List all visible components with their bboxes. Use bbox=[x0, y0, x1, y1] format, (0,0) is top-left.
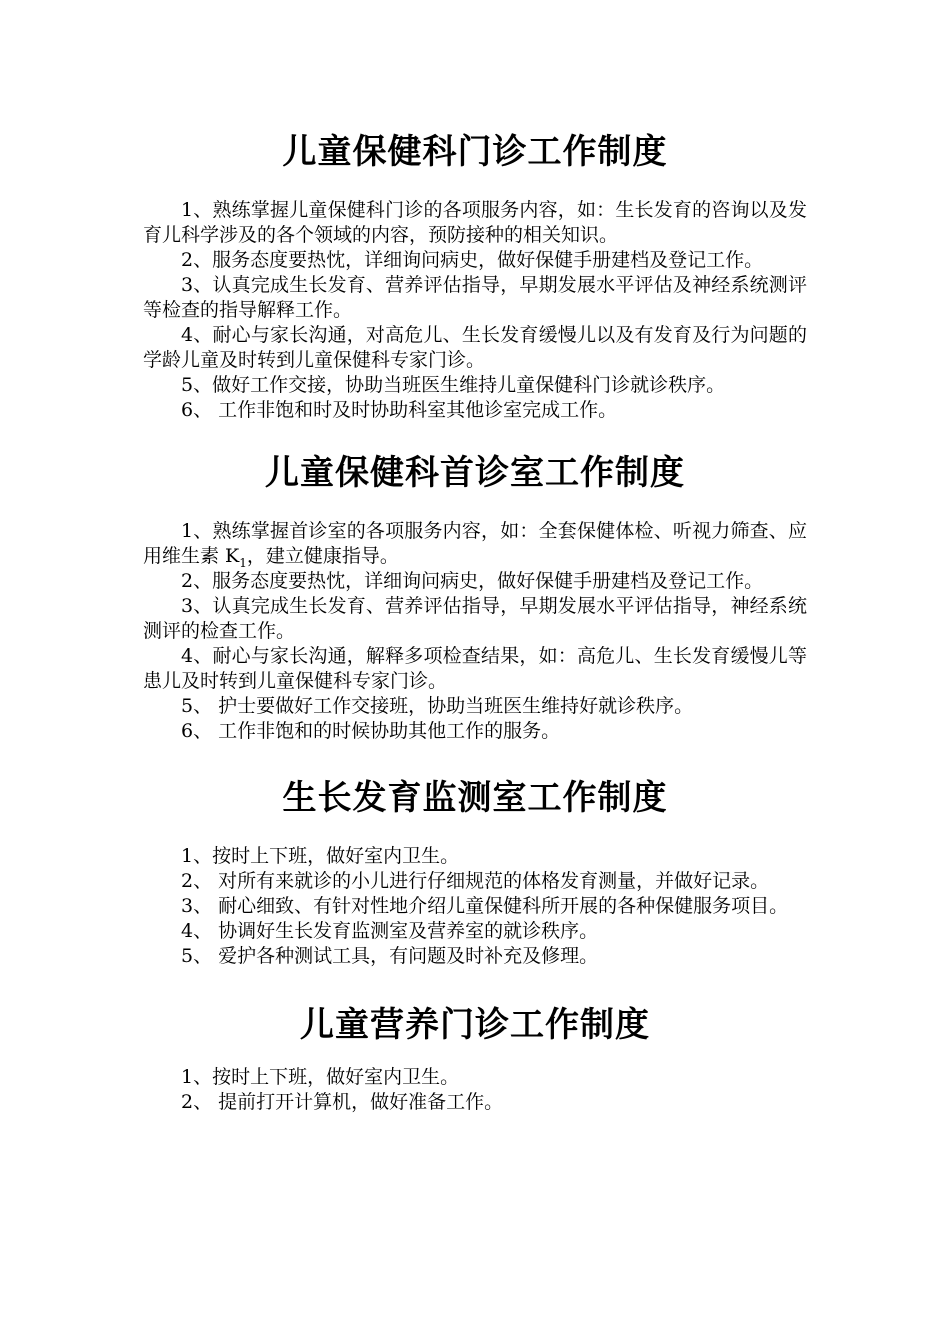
rule-item: 4、 协调好生长发育监测室及营养室的就诊秩序。 bbox=[181, 920, 599, 942]
section-title: 儿童保健科门诊工作制度 bbox=[282, 132, 668, 172]
rule-item: 5、 爱护各种测试工具，有问题及时补充及修理。 bbox=[181, 945, 599, 967]
rules-list bbox=[143, 1065, 807, 1115]
rule-item: 4、耐心与家长沟通，解释多项检查结果，如：高危儿、生长发育缓慢儿等患儿及时转到儿童保健科专家门诊。 bbox=[143, 645, 807, 692]
rule-item: 2、服务态度要热忱，详细询问病史，做好保健手册建档及登记工作。 bbox=[181, 570, 764, 592]
rules-list bbox=[143, 198, 807, 423]
rule-item: 3、认真完成生长发育、营养评估指导，早期发展水平评估及神经系统测评等检查的指导解释工作。 bbox=[143, 274, 807, 321]
rule-item: 2、 提前打开计算机，做好准备工作。 bbox=[181, 1091, 504, 1113]
section-nutrition bbox=[143, 1001, 807, 1115]
document-page bbox=[143, 128, 807, 1115]
rule-item: 1、按时上下班，做好室内卫生。 bbox=[181, 845, 460, 867]
rule-item: 4、耐心与家长沟通，对高危儿、生长发育缓慢儿以及有发育及行为问题的学龄儿童及时转到儿童保健科专家门诊。 bbox=[143, 324, 807, 371]
section-title: 生长发育监测室工作制度 bbox=[282, 778, 668, 818]
rule-item bbox=[143, 519, 807, 569]
rules-list bbox=[143, 519, 807, 744]
section-title: 儿童营养门诊工作制度 bbox=[300, 1005, 650, 1045]
rule-item: 1、熟练掌握儿童保健科门诊的各项服务内容，如：生长发育的咨询以及发育儿科学涉及的各个领域的内容，预防接种的相关知识。 bbox=[143, 199, 807, 246]
section-first-visit bbox=[143, 449, 807, 744]
rule-item: 5、做好工作交接，协助当班医生维持儿童保健科门诊就诊秩序。 bbox=[181, 374, 726, 396]
section-title: 儿童保健科首诊室工作制度 bbox=[265, 453, 685, 493]
rule-item: 3、 耐心细致、有针对性地介绍儿童保健科所开展的各种保健服务项目。 bbox=[181, 895, 789, 917]
section-growth-monitoring bbox=[143, 774, 807, 969]
rule-text: 1、熟练掌握首诊室的各项服务内容，如：全套保健体检、听视力筛查、应用维生素 K bbox=[143, 520, 807, 567]
rule-item: 3、认真完成生长发育、营养评估指导，早期发展水平评估指导，神经系统测评的检查工作。 bbox=[143, 595, 807, 642]
rule-item: 2、 对所有来就诊的小儿进行仔细规范的体格发育测量，并做好记录。 bbox=[181, 870, 770, 892]
rules-list bbox=[143, 844, 807, 969]
rule-item: 6、 工作非饱和时及时协助科室其他诊室完成工作。 bbox=[181, 399, 618, 421]
rule-item: 1、按时上下班，做好室内卫生。 bbox=[181, 1066, 460, 1088]
rule-item: 2、服务态度要热忱，详细询问病史，做好保健手册建档及登记工作。 bbox=[181, 249, 764, 271]
section-outpatient bbox=[143, 128, 807, 423]
rule-item: 6、 工作非饱和的时候协助其他工作的服务。 bbox=[181, 720, 561, 742]
subscript: 1 bbox=[239, 555, 247, 570]
rule-text: ，建立健康指导。 bbox=[246, 545, 399, 567]
rule-item: 5、 护士要做好工作交接班，协助当班医生维持好就诊秩序。 bbox=[181, 695, 694, 717]
